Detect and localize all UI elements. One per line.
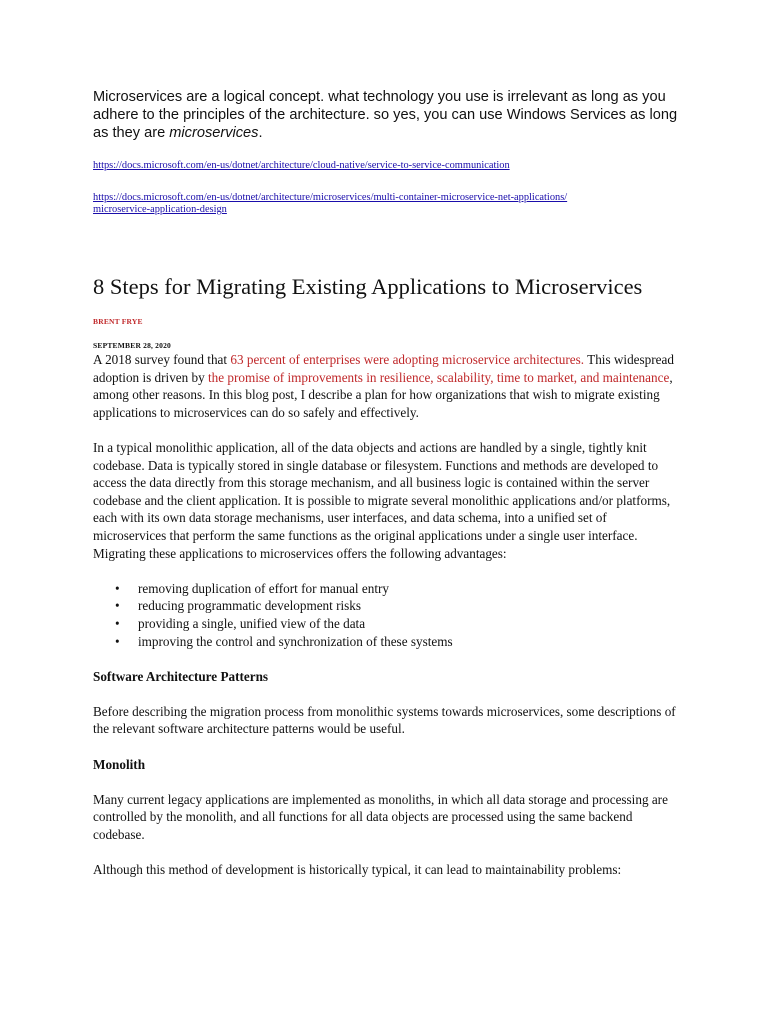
- section-heading-monolith: Monolith: [93, 756, 146, 772]
- intro-text-end: .: [258, 125, 263, 142]
- article-title: 8 Steps for Migrating Existing Applications to Microservices: [93, 274, 643, 299]
- intro-paragraph: [93, 88, 683, 143]
- paragraph-text: , among other reasons. In this blog post, I describe a plan for how organizations that wish to migrate existing applications to microservices can do so safely and effectively.: [93, 369, 673, 420]
- article-paragraph-3: Before describing the migration process from monolithic systems towards microservices, some descriptions of the relevant software architecture patterns would be useful.: [93, 703, 676, 737]
- section-heading-architecture: Software Architecture Patterns: [93, 668, 269, 684]
- list-item-text: improving the control and synchronization of these systems: [138, 633, 453, 649]
- list-item: [93, 633, 683, 651]
- list-item: [93, 597, 683, 615]
- bullet-icon: •: [115, 615, 120, 631]
- article-paragraph-4: Many current legacy applications are implemented as monoliths, in which all data storage and processing are controlled by the monolith, and all functions for all data objects are processed using the same backend codebase.: [93, 791, 668, 843]
- article-body: [93, 351, 683, 896]
- article-paragraph-5: Although this method of development is historically typical, it can lead to maintainability problems:: [93, 862, 622, 878]
- article-paragraph-2: In a typical monolithic application, all of the data objects and actions are handled by a single, tightly knit codebase. Data is typically stored in single database or filesystem. Functions and methods are developed to access the data directly from this storage mechanism, and all business logic is contained within the server codebase and the client application. It is possible to migrate several monolithic applications and/or platforms, each with its own data storage mechanisms, user interfaces, and data schema, into a unified set of microservices that perform the same functions as the original applications under a single user interface. Migrating these applications to microservices offers the following advantages:: [93, 439, 671, 561]
- bullet-icon: •: [115, 633, 120, 649]
- article-date: SEPTEMBER 28, 2020: [93, 341, 171, 350]
- reference-link-1[interactable]: https://docs.microsoft.com/en-us/dotnet/architecture/cloud-native/service-to-service-communication: [93, 160, 510, 171]
- benefits-link[interactable]: the promise of improvements in resilience, scalability, time to market, and maintenance: [208, 369, 670, 385]
- advantages-list: [93, 580, 683, 650]
- list-item: [93, 580, 683, 598]
- list-item-text: removing duplication of effort for manual entry: [138, 580, 389, 596]
- list-item-text: reducing programmatic development risks: [138, 598, 362, 614]
- bullet-icon: •: [115, 598, 120, 614]
- article-paragraph-1: [93, 351, 683, 421]
- paragraph-text: This widespread adoption is driven by: [93, 352, 674, 385]
- article-author[interactable]: BRENT FRYE: [93, 317, 143, 326]
- bullet-icon: •: [115, 580, 120, 596]
- intro-emphasis: microservices: [169, 125, 259, 142]
- intro-text: Microservices are a logical concept. what technology you use is irrelevant as long as you adhere to the principles of the architecture. so yes, you can use Windows Services as long as they are: [93, 89, 678, 142]
- survey-link[interactable]: 63 percent of enterprises were adopting microservice architectures.: [230, 352, 585, 367]
- list-item-text: providing a single, unified view of the data: [138, 615, 366, 631]
- reference-link-2[interactable]: https://docs.microsoft.com/en-us/dotnet/architecture/microservices/multi-container-microservice-net-applications/microservice-application-design: [93, 192, 568, 215]
- list-item: [93, 615, 683, 633]
- paragraph-text: A 2018 survey found that: [93, 352, 231, 367]
